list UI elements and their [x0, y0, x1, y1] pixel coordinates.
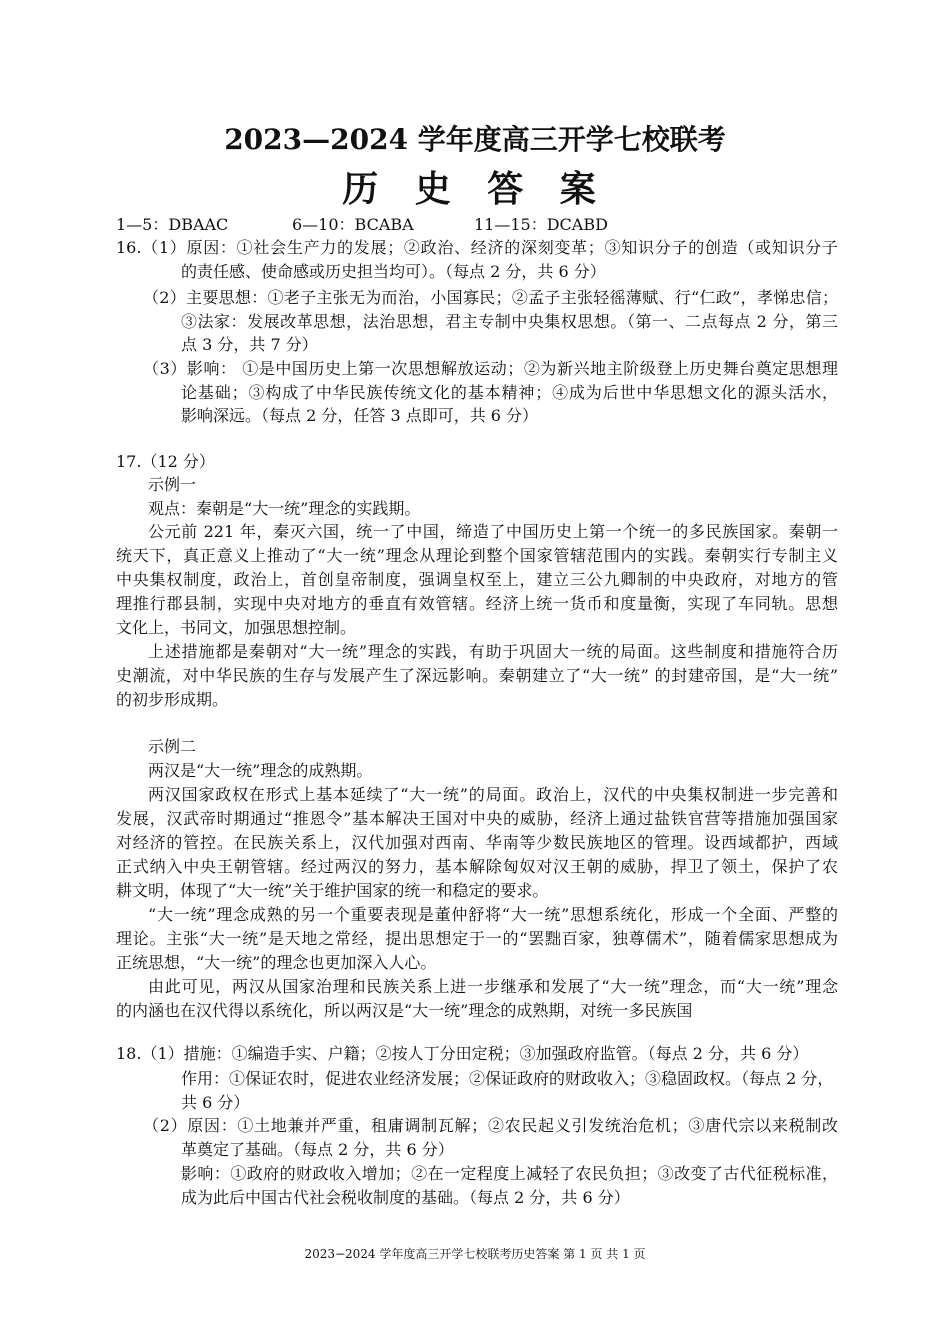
mc-answer-group: 6—10：BCABA [292, 215, 414, 234]
q18-line: （2）原因：①土地兼并严重，租庸调制瓦解；②农民起义引发统治危机；③唐代宗以来税制改 [143, 1116, 838, 1135]
q16-line: 影响深远。（每点 2 分，任答 3 点即可，共 6 分） [181, 406, 539, 425]
q18-line: 革奠定了基础。（每点 2 分，共 6 分） [181, 1140, 454, 1159]
q17-para-line: 正式纳入中央王朝管辖。经过两汉的努力，基本解除匈奴对汉王朝的威胁，捍卫了领土，保护了农 [116, 857, 838, 876]
q17-para-line: 由此可见，两汉从国家治理和民族关系上进一步继承和发展了“大一统”理念，而“大一统”理念 [148, 977, 838, 996]
viewpoint: 观点：秦朝是“大一统”理念的实践期。 [148, 499, 421, 518]
document-subtitle: 历 史 答 案 [342, 168, 608, 210]
q17-heading: 17.（12 分） [116, 452, 215, 471]
q17-para-line: 统天下，真正意义上推动了“大一统”理念从理论到整个国家管辖范围内的实践。秦朝实行专制主义 [116, 546, 838, 565]
q16-line: 的责任感、使命感或历史担当均可）。（每点 2 分，共 6 分） [181, 262, 606, 281]
q16-line: 16.（1）原因：①社会生产力的发展；②政治、经济的深刻变革；③知识分子的创造（或知识分子 [116, 238, 838, 257]
q17-para-line: 对经济的管控。在民族关系上，汉代加强对西南、华南等少数民族地区的管理。设西域都护，西域 [116, 833, 838, 852]
example-label: 示例二 [148, 737, 197, 756]
q17-para-line: 公元前 221 年，秦灭六国，统一了中国，缔造了中国历史上第一个统一的多民族国家。秦朝一 [148, 522, 838, 541]
q17-para-line: “大一统”理念成熟的另一个重要表现是董仲舒将“大一统”思想系统化，形成一个全面、严整的 [148, 905, 838, 924]
example-label: 示例一 [148, 475, 197, 494]
q17-para-line: 理推行郡县制，实现中央对地方的垂直有效管辖。经济上统一货币和度量衡，实现了车同轨。思想 [116, 594, 838, 613]
q18-line: 成为此后中国古代社会税收制度的基础。（每点 2 分，共 6 分） [181, 1188, 630, 1207]
q17-para-line: 的内涵也在汉代得以系统化，所以两汉是“大一统”理念的成熟期，对统一多民族国 [116, 1001, 693, 1020]
q17-para-line: 的初步形成期。 [116, 690, 229, 709]
q17-para-line: 中央集权制度，政治上，首创皇帝制度，强调皇权至上，建立三公九卿制的中央政府，对地方的管 [116, 570, 838, 589]
page-footer: 2023−2024 学年度高三开学七校联考历史答案 第 1 页 共 1 页 [304, 1247, 646, 1261]
q17-para-line: 史潮流，对中华民族的生存与发展产生了深远影响。秦朝建立了“大一统” 的封建帝国，是“大一统” [116, 666, 838, 685]
q17-para-line: 发展，汉武帝时期通过“推恩令”基本解决王国对中央的威胁，经济上通过盐铁官营等措施加强国家 [116, 809, 838, 828]
q17-para-line: 耕文明，体现了“大一统”关于维护国家的统一和稳定的要求。 [116, 881, 549, 900]
q16-line: （2）主要思想：①老子主张无为而治，小国寡民；②孟子主张轻徭薄赋、行“仁政”，孝悌忠信； [143, 288, 838, 307]
document-title: 2023—2024 学年度高三开学七校联考 [224, 123, 726, 156]
q17-para-line: 文化上，书同文，加强思想控制。 [116, 618, 357, 637]
q16-line: ③法家：发展改革思想，法治思想，君主专制中央集权思想。（第一、二点每点 2 分，第三 [181, 312, 838, 331]
q18-line: 影响：①政府的财政收入增加；②在一定程度上减轻了农民负担；③改变了古代征税标准， [181, 1164, 838, 1183]
q17-para-line: 正统思想，“大一统”的理念也更加深入人心。 [116, 953, 437, 972]
q16-line: 点 3 分，共 7 分） [181, 335, 318, 354]
q17-para-line: 上述措施都是秦朝对“大一统”理念的实践，有助于巩固大一统的局面。这些制度和措施符合历 [148, 642, 838, 661]
q16-line: 论基础；③构成了中华民族传统文化的基本精神；④成为后世中华思想文化的源头活水， [181, 383, 838, 402]
mc-answer-group: 11—15：DCABD [474, 215, 608, 234]
mc-answer-group: 1—5：DBAAC [116, 215, 229, 234]
q17-para-line: 理论。主张“大一统”是天地之常经，提出思想定于一的“罢黜百家，独尊儒术”，随着儒家思想成为 [116, 929, 838, 948]
q18-line: 作用：①保证农时，促进农业经济发展；②保证政府的财政收入；③稳固政权。（每点 2 分， [181, 1069, 834, 1088]
q16-line: （3）影响： ①是中国历史上第一次思想解放运动；②为新兴地主阶级登上历史舞台奠定思想理 [143, 359, 838, 378]
viewpoint: 两汉是“大一统”理念的成熟期。 [148, 761, 373, 780]
q17-para-line: 两汉国家政权在形式上基本延续了“大一统”的局面。政治上，汉代的中央集权制进一步完善和 [148, 785, 838, 804]
q18-line: 18.（1）措施：①编造手实、户籍；②按人丁分田定税；③加强政府监管。（每点 2 分，共 6 分） [116, 1044, 809, 1063]
q18-line: 共 6 分） [181, 1093, 250, 1112]
